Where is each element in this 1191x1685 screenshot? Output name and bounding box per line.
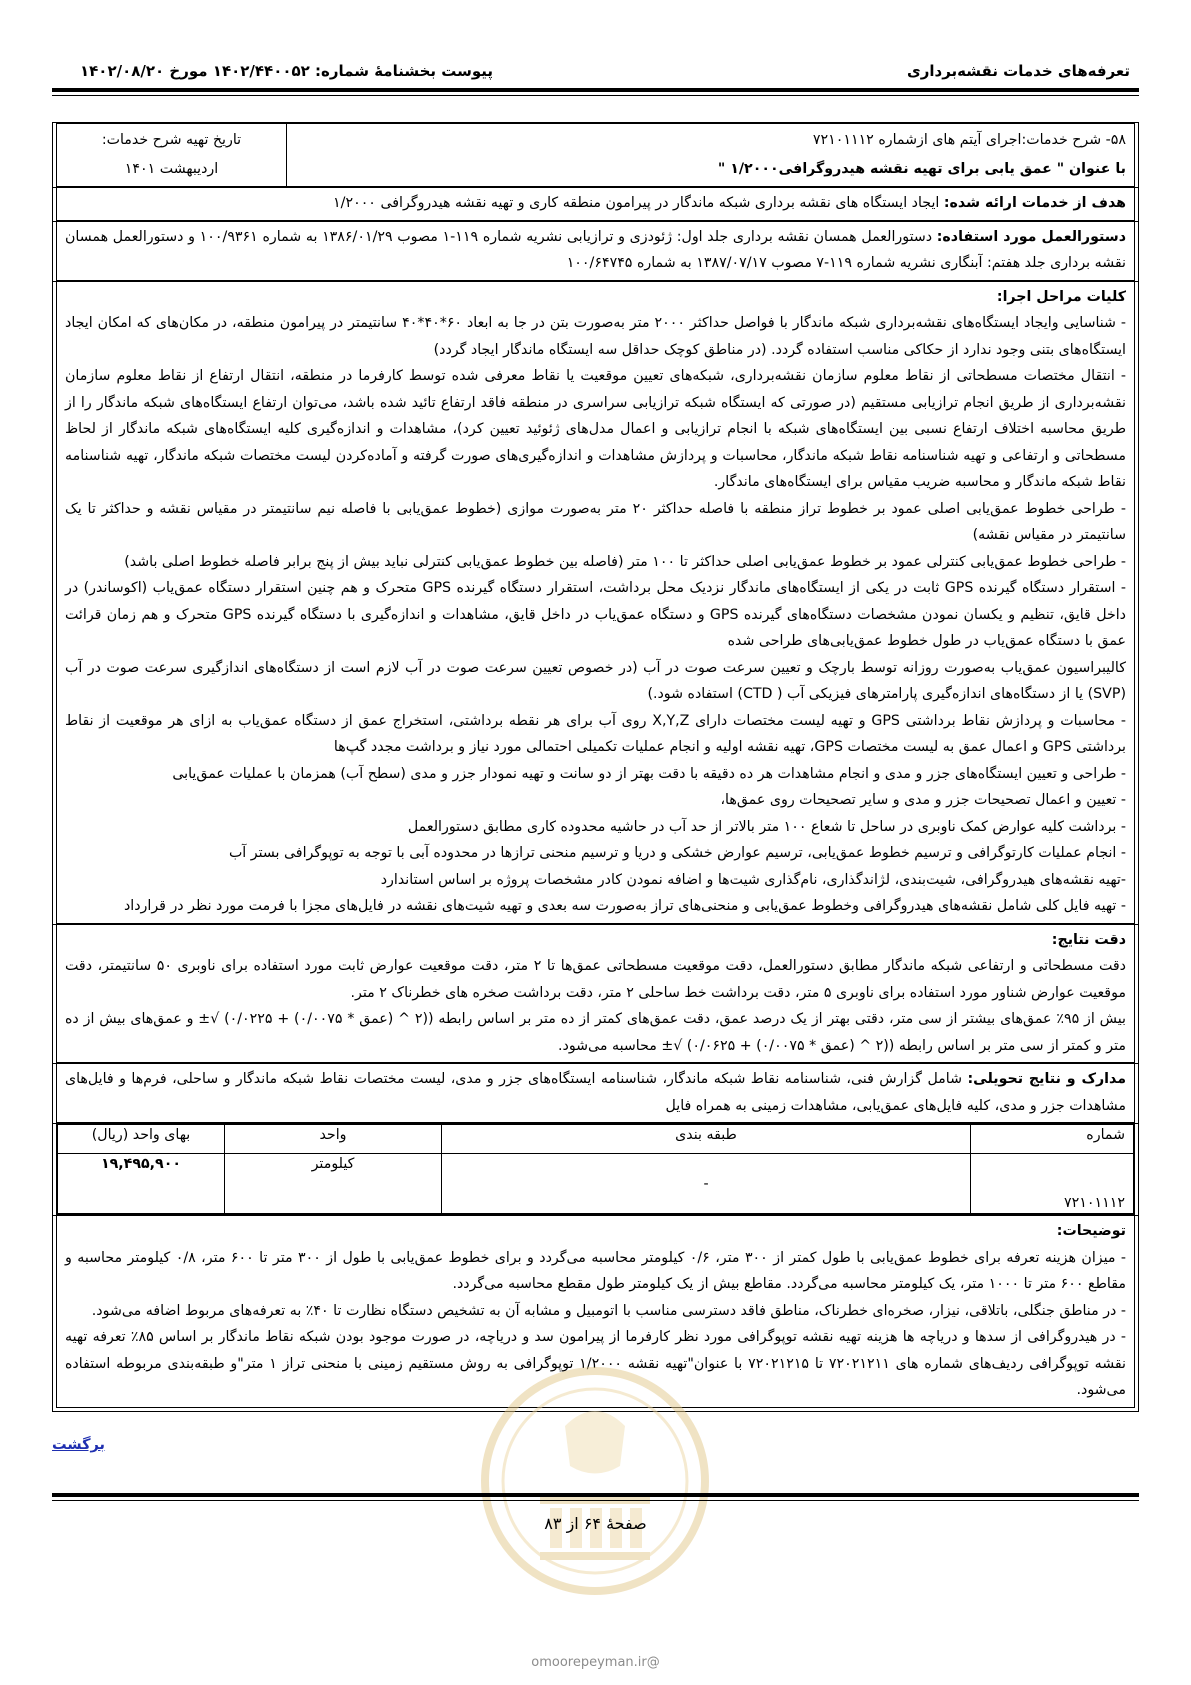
- goal-text: ایجاد ایستگاه های نقشه برداری شبکه ماندگار در پیرامون منطقه کاری و تهیه نقشه هیدروگرافی ۱/۲۰۰۰: [333, 195, 944, 211]
- deliverables-label: مدارک و نتایج تحویلی:: [967, 1071, 1126, 1087]
- back-link[interactable]: برگشت: [52, 1437, 106, 1453]
- row-category: -: [442, 1154, 971, 1214]
- header-price: بهای واحد (ریال): [58, 1125, 225, 1154]
- publisher-seal-watermark: [470, 1356, 720, 1606]
- document-title: تعرفه‌های خدمات نقشه‌برداری: [906, 62, 1130, 80]
- manual-section: [52, 222, 1139, 282]
- manual-label: دستورالعمل مورد استفاده:: [936, 228, 1126, 245]
- goal-section: [52, 188, 1139, 222]
- row-price: ۱۹,۴۹۵,۹۰۰: [58, 1154, 225, 1214]
- step-item: - انتقال مختصات مسطحاتی از نقاط معلوم سازمان نقشه‌برداری، شبکه‌های تعیین موقعیت یا نقاط معرفی شده توسط کارفرما در منطقه، انتقال ارتفاع از نقاط معلوم سازمان نقشه‌برداری از طریق انجام ترازیابی مستقیم (در صورتی که ایستگاه شبکه ترازیابی سراسری در منطقه فاقد ارتفاع تائید شده باشد، می‌توان ارتفاع ایستگاه‌های شبکه ماندگار را از طریق محاسبه اختلاف ارتفاع نسبی بین ایستگاه‌های شبکه با انجام ترازیابی و اعمال مدل‌های ژئوئید تعیین کرد)، مشاهدات و اندازه‌گیری کلیه ایستگاه‌های شبکه ماندگار از لحاظ مسطحاتی و ارتفاعی و تهیه شناسنامه نقاط شبکه ماندگار، محاسبات و پردازش مشاهدات و اندازه‌گیری‌های صورت گرفته و آماده‌کردن لیست مختصات شبکه ماندگار، تهیه شناسنامه نقاط شبکه ماندگار و محاسبه ضریب مقیاس برای ایستگاه‌های ماندگار.: [65, 368, 1126, 490]
- goal-label: هدف از خدمات ارائه شده:: [943, 195, 1126, 211]
- step-item: - انجام عملیات کارتوگرافی و ترسیم خطوط عمق‌یابی، ترسیم عوارض خشکی و دریا و ترسیم منحنی ترازها در محدوده آبی با توجه به توپوگرافی بستر آب: [228, 845, 1126, 861]
- step-item: - تعیین و اعمال تصحیحات جزر و مدی و سایر تصحیحات روی عمق‌ها،: [720, 792, 1126, 808]
- table-row: [58, 1154, 1134, 1214]
- note-item: - در مناطق جنگلی، باتلاقی، نیزار، صخره‌ای خطرناک، مناطق فاقد دسترسی مناسب با اتومبیل و مشابه آن به تشخیص دستگاه نظارت تا ۴۰٪ به تعرفه‌های مربوط اضافه می‌شود.: [91, 1302, 1126, 1319]
- step-item: -تهیه نقشه‌های هیدروگرافی، شیت‌بندی، لژاندگذاری، نام‌گذاری شیت‌ها و اضافه نمودن کادر مشخصات پروژه بر اساس استاندارد: [380, 871, 1126, 888]
- step-item: - برداشت کلیه عوارض کمک ناوبری در ساحل تا شعاع ۱۰۰ متر بالاتر از حد آب در حاشیه محدوده کاری مطابق دستورالعمل: [407, 818, 1126, 835]
- page-number: صفحهٔ ۶۴ از ۸۳: [544, 1514, 647, 1533]
- header-category: طبقه بندی: [442, 1125, 971, 1154]
- header-rule-thin: [52, 95, 1139, 96]
- note-item: - در هیدروگرافی از سدها و دریاچه ها هزینه تهیه نقشه توپوگرافی مورد نظر کارفرما از پیرامون سد و دریاچه، در صورت موجود بودن شبکه نقاط ماندگار بر اساس ۸۵٪ تعرفه تهیه نقشه توپوگرافی ردیف‌های شماره های ۷۲۰۲۱۲۱۱ تا ۷۲۰۲۱۲۱۵ با عنوان"تهیه نقشه ۱/۲۰۰۰ توپوگرافی به روش مستقیم زمینی با منحنی تراز ۱ متر"و طبقه‌بندی مربوطه استفاده می‌شود.: [65, 1329, 1126, 1398]
- notes-title: توضیحات:: [1056, 1223, 1126, 1239]
- service-sheet: [52, 122, 1139, 1412]
- header-unit: واحد: [225, 1125, 442, 1154]
- step-item: کالیبراسیون عمق‌یاب به‌صورت روزانه توسط بارچک و تعیین سرعت صوت در آب (در خصوص تعیین سرعت صوت در آب لازم است از دستگاه‌های اندازگیری سرعت صوت در آب (SVP) یا از دستگاه‌های اندازه‌گیری پارامترهای فیزیکی آب ( CTD) استفاده شود.): [65, 659, 1126, 702]
- header-rule-thick: [52, 88, 1139, 92]
- price-section: [52, 1124, 1139, 1216]
- service-line-1: ۵۸- شرح خدمات:اجرای آیتم های ازشماره ۷۲۱۰۱۱۱۲: [812, 132, 1126, 148]
- date-value: اردیبهشت ۱۴۰۱: [124, 161, 219, 177]
- row-unit: کیلومتر: [225, 1154, 442, 1214]
- header-number: شماره: [971, 1125, 1134, 1154]
- manual-text: دستورالعمل همسان نقشه برداری جلد اول: ژئودزی و ترازیابی نشریه شماره ۱۱۹-۱ مصوب ۱۳۸۶/۰۱/۲۹ به شماره ۱۰۰/۹۳۶۱ و دستورالعمل همسان نقشه برداری جلد هفتم: آبنگاری نشریه شماره ۱۱۹-۷ مصوب ۱۳۸۷/۰۷/۱۷ به شماره ۱۰۰/۶۴۷۴۵: [65, 228, 1126, 271]
- service-line-2: با عنوان " عمق یابی برای تهیه نقشه هیدروگرافی۱/۲۰۰۰ ": [717, 161, 1126, 177]
- step-item: - استقرار دستگاه گیرنده GPS ثابت در یکی از ایستگاه‌های ماندگار نزدیک محل برداشت، استقرار دستگاه گیرنده GPS متحرک و هم چنین استقرار دستگاه عمق‌یاب (اکوساندر) در داخل قایق، تنظیم و یکسان نمودن مشخصات دستگاه‌های گیرنده GPS و دستگاه عمق‌یاب در داخل قایق، مشاهدات و اندازه‌گیری با دستگاه گیرنده GPS متحرک و هم زمان قرائت عمق با دستگاه عمق‌یاب در طول خطوط عمق‌یابی‌های طراحی شده: [65, 580, 1126, 649]
- accuracy-paragraph: بیش از ۹۵٪ عمق‌های بیشتر از سی متر، دقتی بهتر از یک درصد عمق، دقت عمق‌های کمتر از ده متر بر اساس رابطه ((۲ ^ (عمق * ۰/۰۰۷۵) + ۰/۰۲۲۵) √± و عمق‌های بیش از ده متر و کمتر از سی متر بر اساس رابطه ((۲ ^ (عمق * ۰/۰۰۷۵) + ۰/۰۶۲۵) √± محاسبه می‌شود.: [65, 1011, 1126, 1054]
- deliverables-section: [52, 1064, 1139, 1124]
- service-date: [57, 124, 286, 186]
- step-item: - طراحی و تعیین ایستگاه‌های جزر و مدی و انجام مشاهدات هر ده دقیقه با دقت بهتر از دو سانت و تهیه نمودار جزر و مدی (سطح آب) همزمان با عملیات عمق‌یابی: [172, 765, 1126, 782]
- circular-reference: پیوست بخشنامهٔ شماره: ۱۴۰۲/۴۴۰۰۵۲ مورخ ۱۴۰۲/۰۸/۲۰: [80, 62, 494, 80]
- price-table: [57, 1124, 1134, 1214]
- footer-rule-thick: [52, 1493, 1139, 1497]
- steps-section: [52, 282, 1139, 925]
- accuracy-title: دقت نتایج:: [1051, 931, 1126, 948]
- step-item: - محاسبات و پردازش نقاط برداشتی GPS و تهیه لیست مختصات دارای X,Y,Z روی آب برای هر نقطه برداشتی، استخراج عمق از دستگاه عمق‌یاب به ازای هر موقعیت از نقاط برداشتی GPS و اعمال عمق به لیست مختصات GPS، تهیه نقشه اولیه و انجام عملیات تکمیلی احتمالی مورد نیاز و برداشت مجدد گپ‌ها: [65, 712, 1127, 755]
- note-item: - میزان هزینه تعرفه برای خطوط عمق‌یابی با طول کمتر از ۳۰۰ متر، ۰/۶ کیلومتر محاسبه می‌گردد و برای خطوط عمق‌یابی با طول از ۳۰۰ متر تا ۶۰۰ متر، ۰/۸ کیلومتر محاسبه و مقاطع ۶۰۰ متر تا ۱۰۰۰ متر، یک کیلومتر محاسبه می‌گردد. مقاطع بیش از یک کیلومتر طول مقطع محاسبه می‌گردد.: [65, 1249, 1127, 1292]
- step-item: - تهیه فایل کلی شامل نقشه‌های هیدروگرافی وخطوط عمق‌یابی و منحنی‌های تراز به‌صورت سه بعدی و تهیه شیت‌های نقشه در فایل‌های مجزا با فرمت مورد نظر در قرارداد: [123, 898, 1126, 914]
- step-item: - طراحی خطوط عمق‌یابی کنترلی عمود بر خطوط عمق‌یابی اصلی حداکثر تا ۱۰۰ متر (فاصله بین خطوط عمق‌یابی کنترلی نباید بیش از پنج برابر فاصله خطوط اصلی باشد): [124, 553, 1126, 570]
- accuracy-paragraph: دقت مسطحاتی و ارتفاعی شبکه ماندگار مطابق دستورالعمل، دقت موقعیت مسطحاتی عمق‌ها تا ۲ متر، دقت موقعیت عوارض ثابت مورد استفاده برای ناوبری ۵۰ سانتیمتر، دقت موقعیت عوارض شناور مورد استفاده برای ناوبری ۵ متر، دقت برداشت خط ساحلی ۲ متر، دقت برداشت صخره های خطرناک ۲ متر.: [65, 958, 1126, 1001]
- service-description: [286, 124, 1134, 186]
- step-item: - طراحی خطوط عمق‌یابی اصلی عمود بر خطوط تراز منطقه با فاصله حداکثر ۲۰ متر به‌صورت موازی (خطوط عمق‌یابی با فاصله نیم سانتیمتر در مقیاس نقشه و حداکثر تا یک سانتیمتر در مقیاس نقشه): [65, 500, 1126, 543]
- deliverables-text: شامل گزارش فنی، شناسنامه نقاط شبکه ماندگار، شناسنامه ایستگاه‌های جزر و مدی، لیست مختصات نقاط شبکه ماندگار و ساحلی، فرم‌ها و فایل‌های مشاهدات جزر و مدی، کلیه فایل‌های عمق‌یابی، مشاهدات زمینی به همراه فایل: [65, 1071, 1126, 1114]
- service-section: [52, 122, 1139, 188]
- row-number: ۷۲۱۰۱۱۱۲: [971, 1154, 1134, 1214]
- page-header: [80, 56, 1130, 86]
- date-label: تاریخ تهیه شرح خدمات:: [101, 132, 242, 148]
- price-table-header: [58, 1125, 1134, 1154]
- steps-title: کلیات مراحل اجرا:: [996, 288, 1126, 305]
- accuracy-section: [52, 925, 1139, 1065]
- step-item: - شناسایی وایجاد ایستگاه‌های نقشه‌برداری شبکه ماندگار با فواصل حداکثر ۲۰۰۰ متر به‌صورت بتن در جا به ابعاد ۶۰*۴۰*۴۰ سانتیمتر در پیرامون منطقه، در مکان‌های که امکان ایجاد ایستگاه‌های بتنی وجود ندارد از حکاکی مناسب استفاده گردد. (در مناطق کوچک حداقل سه ایستگاه ماندگار ایجاد گردد): [65, 315, 1126, 358]
- watermark-handle: @omoorepeyman.ir: [531, 1655, 660, 1670]
- footer-rule-thin: [52, 1500, 1139, 1501]
